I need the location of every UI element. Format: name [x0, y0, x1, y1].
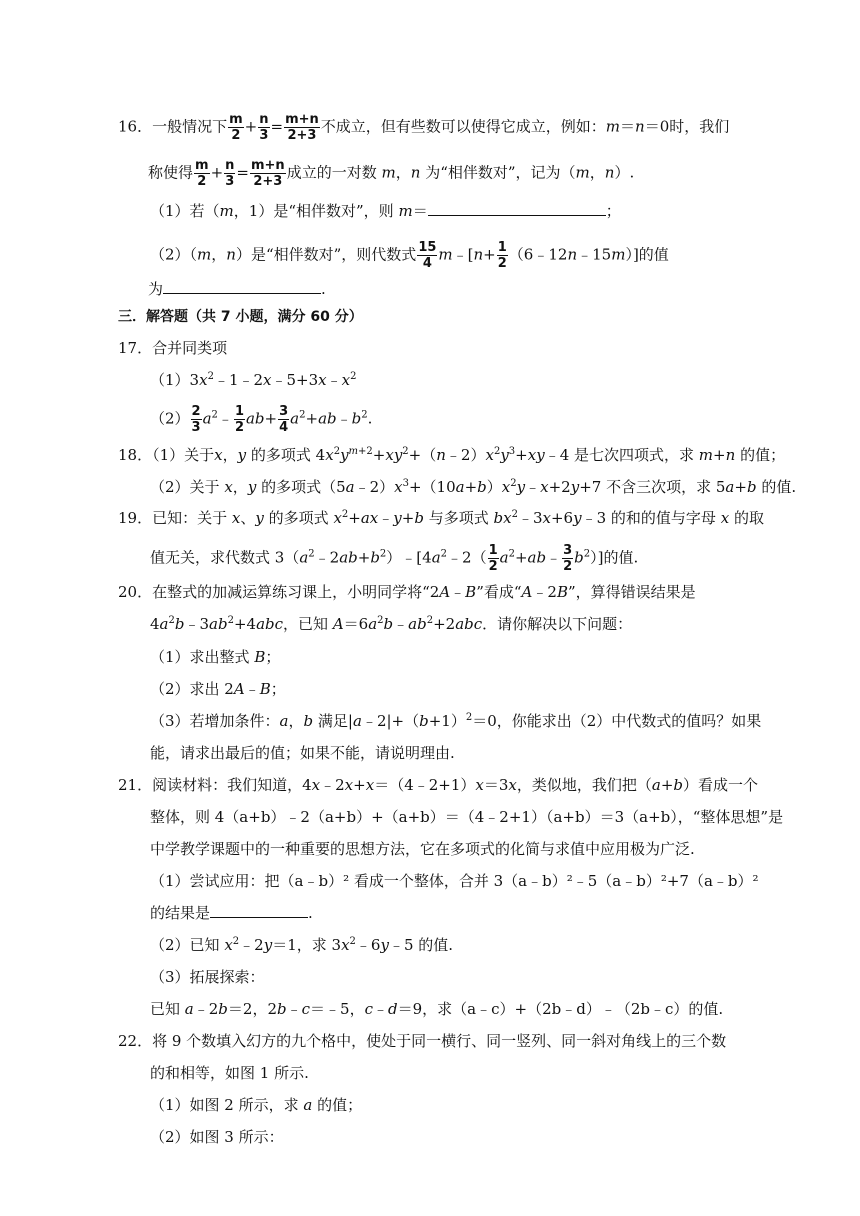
q21-sub1-cont: 的结果是 . — [150, 904, 313, 922]
answer-blank-3 — [210, 903, 308, 918]
fraction-1-over-2: $\frac{1}{2}$ — [234, 404, 244, 435]
fraction-2-over-3: $\frac{2}{3}$ — [191, 404, 201, 435]
q18-sub2: （2）关于 x，y 的多项式$(5a﹣2)x^3+(10a+b)x^2y﹣x+2y+7$ 不含三次项，求 5a+b 的值. — [150, 478, 797, 496]
fraction-1-over-2: $\frac{1}{2}$ — [488, 543, 498, 574]
q22-sub1: （1）如图 2 所示，求 a 的值； — [150, 1096, 363, 1114]
q22-sub2: （2）如图 3 所示： — [150, 1128, 284, 1146]
answer-blank-1 — [428, 201, 606, 216]
q16-line2: 称使得 $\frac{m}{2}$ + $\frac{n}{3}$ = $\frac{m+n}{2+3}$ 成立的一对数 m，n 为“相伴数对”，记为（m，n）. — [148, 158, 635, 189]
q21-line2: 整体，则 4（a+b）﹣2（a+b）+（a+b）＝（4﹣2+1）（a+b）＝3（a+b），“整体思想”是 — [150, 808, 784, 826]
q22-line2: 的和相等，如图 1 所示. — [150, 1064, 309, 1082]
q17-title: 17．合并同类项 — [118, 339, 228, 357]
q21-sub3-cont: 已知 a﹣2b＝2，2b﹣c＝﹣5，c﹣d＝9，求（a﹣c）+（2b﹣d）﹣（2b﹣c）的值. — [150, 1000, 724, 1018]
fraction-m-over-2: $\frac{m}{2}$ — [229, 112, 243, 143]
q20-sub2: （2）求出 2A﹣B； — [150, 680, 286, 698]
fraction-15-over-4: $\frac{15}{4}$ — [418, 240, 437, 271]
q21-sub2: （2）已知 $x^2﹣2y=1$，求 $3x^2﹣6y﹣5$ 的值. — [150, 936, 454, 954]
fraction-m-over-2: $\frac{m}{2}$ — [195, 158, 209, 189]
q20-sub3-cont: 能，请求出最后的值；如果不能，请说明理由. — [150, 744, 455, 762]
q20-sub1: （1）求出整式 B； — [150, 648, 281, 666]
fraction-m-plus-n: $\frac{m+n}{2+3}$ — [285, 112, 319, 143]
q20-sub3: （3）若增加条件：a，b 满足$|a﹣2|+(b+1)^2=0$，你能求出（2）中代数式的值吗？如果 — [150, 712, 762, 730]
answer-blank-2 — [163, 279, 321, 294]
q20-line1: 20．在整式的加减运算练习课上，小明同学将“2A﹣B”看成“A﹣2B”，算得错误结果是 — [118, 583, 696, 601]
fraction-m-plus-n: $\frac{m+n}{2+3}$ — [250, 158, 285, 189]
q22-line1: 22．将 9 个数填入幻方的九个格中，使处于同一横行、同一竖列、同一斜对角线上的三个数 — [118, 1032, 727, 1050]
fraction-1-over-2: $\frac{1}{2}$ — [497, 240, 507, 271]
q18-sub1: 18．（1）关于x，y 的多项式 $4x^2y^{m+2}+xy^2+(n﹣2)x^2y^3+xy﹣4$ 是七次四项式，求 m+n 的值； — [118, 446, 786, 464]
q20-line2: $4a^2b﹣3ab^2+4abc$，已知 $A=6a^2b﹣ab^2+2abc$．请你解决以下问题： — [150, 615, 633, 633]
q16-line1: 16．一般情况下 $\frac{m}{2}$ + $\frac{n}{3}$ = $\frac{m+n}{2+3}$ 不成立，但有些数可以使得它成立，例如：m＝n＝0时，我们 — [118, 112, 730, 143]
q21-line1: 21．阅读材料：我们知道，4x﹣2x+x＝（4﹣2+1）x＝3x，类似地，我们把（a+b）看成一个 — [118, 776, 759, 794]
fraction-3-over-2: $\frac{3}{2}$ — [563, 543, 573, 574]
q16-sub2: （2）（m，n）是“相伴数对”，则代数式 $\frac{15}{4}$ m﹣[n+ $\frac{1}{2}$ （6﹣12n﹣15m）]的值 — [150, 240, 669, 271]
q17-sub2: （2） $\frac{2}{3}$ $a^2﹣$ $\frac{1}{2}$ ab+ $\frac{3}{4}$ $a^2+ab﹣b^2$. — [150, 404, 373, 435]
q19-line2: 值无关，求代数式 $3(a^2﹣2ab+b^2)﹣[4a^2﹣2$（ $\frac{1}{2}$ $a^2+ab﹣$ $\frac{3}{2}$ $b^2$）]的值. — [150, 543, 639, 574]
q21-sub3: （3）拓展探索： — [150, 968, 265, 986]
fraction-3-over-4: $\frac{3}{4}$ — [279, 404, 289, 435]
section-heading: 三．解答题（共 7 小题，满分 60 分） — [118, 309, 363, 325]
q16-sub1: （1）若（m，1）是“相伴数对”，则 m＝ ； — [150, 202, 621, 220]
q21-line3: 中学教学课题中的一种重要的思想方法，它在多项式的化简与求值中应用极为广泛. — [150, 840, 695, 858]
q21-sub1: （1）尝试应用：把（a﹣b）² 看成一个整体，合并 3（a﹣b）²﹣5（a﹣b）²+7（a﹣b）² — [150, 872, 759, 890]
fraction-n-over-3: $\frac{n}{3}$ — [259, 112, 269, 143]
q16-sub2-cont: 为 . — [148, 280, 326, 298]
q17-sub1: $(1)3x^2﹣1﹣2x﹣5+3x﹣x^2$ — [150, 371, 357, 389]
q19-line1: 19．已知：关于 x、y 的多项式 $x^2+ax﹣y+b$ 与多项式 $bx^2﹣3x+6y﹣3$ 的和的值与字母 x 的取 — [118, 509, 764, 527]
fraction-n-over-3: $\frac{n}{3}$ — [225, 158, 235, 189]
